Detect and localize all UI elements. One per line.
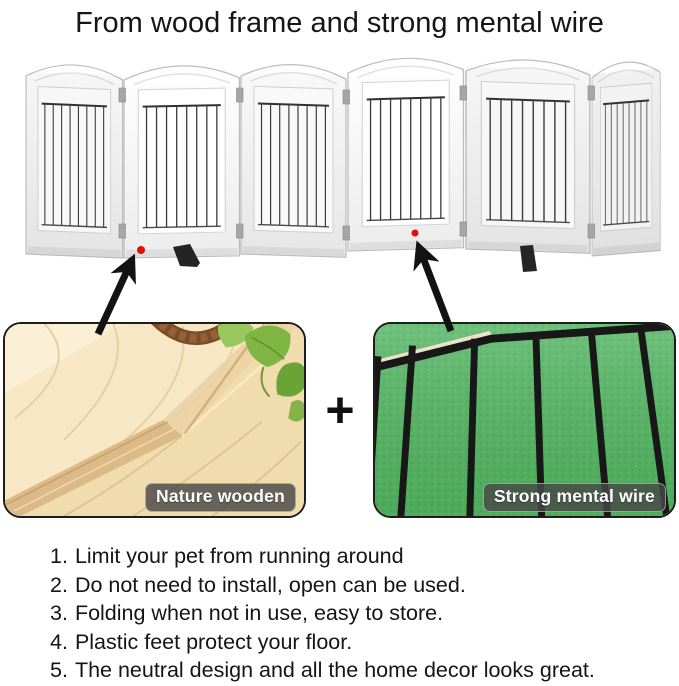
arrow-up-right-icon [419, 247, 451, 331]
gate-panel [124, 65, 240, 258]
red-dot-marker [137, 246, 145, 254]
plus-icon: + [325, 382, 355, 438]
feature-text: Limit your pet from running around [74, 544, 404, 568]
feature-number: 3. [50, 601, 68, 625]
wood-photo [3, 322, 306, 518]
wire-label-badge: Strong mental wire [483, 483, 666, 512]
feature-list [50, 542, 595, 685]
feature-number: 2. [50, 572, 68, 597]
page-title: From wood frame and strong mental wire [75, 7, 604, 39]
arrow-up-left-icon [98, 260, 132, 334]
feature-text: The neutral design and all the home decor looks great. [74, 658, 595, 682]
red-dot-marker [412, 230, 419, 237]
feature-text: Plastic feet protect your floor. [74, 629, 353, 654]
feature-text: Folding when not in use, easy to store. [74, 601, 444, 625]
wood-label-badge: Nature wooden [145, 483, 296, 512]
feature-number: 5. [50, 658, 68, 682]
feature-item [50, 599, 595, 628]
feature-text: Do not need to install, open can be used. [74, 572, 466, 597]
feature-item [50, 628, 595, 657]
feature-item [50, 571, 595, 600]
wire-photo [373, 322, 676, 518]
feature-number: 1. [50, 544, 68, 568]
feature-item [50, 542, 595, 571]
feature-item [50, 656, 595, 685]
gate-panel [348, 57, 464, 251]
feature-number: 4. [50, 629, 68, 654]
